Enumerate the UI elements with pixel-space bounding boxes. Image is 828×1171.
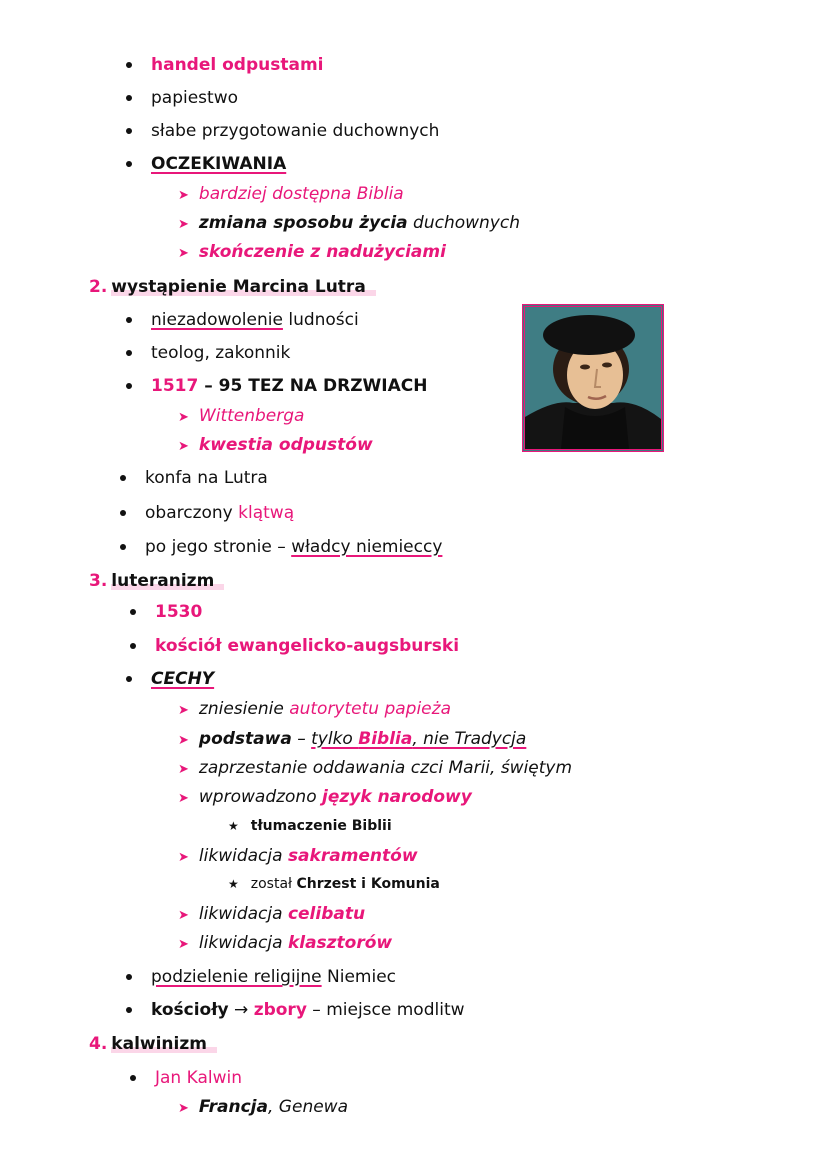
section-heading: 3. luteranizm xyxy=(89,570,224,592)
bullet-icon xyxy=(126,342,132,364)
arrow-icon: ➤ xyxy=(178,791,189,806)
list-item: 1517 – 95 TEZ NA DRZWIACH xyxy=(151,376,428,396)
section-heading: 2. wystąpienie Marcina Lutra xyxy=(89,276,376,298)
arrow-icon: ➤ xyxy=(178,439,189,454)
star-icon: ★ xyxy=(228,819,239,833)
bullet-icon xyxy=(130,601,136,623)
bullet-icon xyxy=(130,635,136,657)
arrow-icon: ➤ xyxy=(178,762,189,777)
arrow-icon: ➤ xyxy=(178,246,189,261)
sub-item: ➤ bardziej dostępna Biblia xyxy=(178,183,404,207)
bullet-icon xyxy=(126,120,132,142)
list-item-expectations: OCZEKIWANIA xyxy=(151,154,287,174)
list-item: obarczony klątwą xyxy=(145,503,295,523)
arrow-icon: ➤ xyxy=(178,937,189,952)
list-item: kościoły → zbory – miejsce modlitw xyxy=(151,1000,465,1020)
bullet-icon xyxy=(126,668,132,690)
list-item: 1530 xyxy=(155,602,203,622)
arrow-icon: ➤ xyxy=(178,217,189,232)
arrow-icon: ➤ xyxy=(178,703,189,718)
list-item: po jego stronie – władcy niemieccy xyxy=(145,537,443,557)
sub-item: ➤ skończenie z nadużyciami xyxy=(178,241,446,265)
list-item: konfa na Lutra xyxy=(145,468,268,488)
sub-item: ➤ likwidacja celibatu xyxy=(178,903,365,927)
list-item: niezadowolenie ludności xyxy=(151,310,359,330)
list-item: teolog, zakonnik xyxy=(151,343,291,363)
bullet-icon xyxy=(120,467,126,489)
list-item: Jan Kalwin xyxy=(155,1068,243,1088)
sub-item: ➤ podstawa – tylko Biblia, nie Tradycja xyxy=(178,728,526,752)
bullet-icon xyxy=(126,87,132,109)
sub-item: ➤ zaprzestanie oddawania czci Marii, świętym xyxy=(178,757,572,781)
sub-item: ➤ likwidacja sakramentów xyxy=(178,845,418,869)
arrow-icon: ➤ xyxy=(178,410,189,425)
arrow-icon: ➤ xyxy=(178,733,189,748)
bullet-icon xyxy=(126,153,132,175)
sub-item: ➤ likwidacja klasztorów xyxy=(178,932,392,956)
star-icon: ★ xyxy=(228,877,239,891)
list-item: podzielenie religijne Niemiec xyxy=(151,967,397,987)
bullet-icon xyxy=(126,999,132,1021)
portrait-image xyxy=(525,307,661,449)
list-item-features: CECHY xyxy=(151,669,215,689)
sub-item: ➤ Francja, Genewa xyxy=(178,1096,348,1120)
list-item: słabe przygotowanie duchownych xyxy=(151,121,440,141)
arrow-icon: ➤ xyxy=(178,908,189,923)
sub-item: ➤ kwestia odpustów xyxy=(178,434,373,458)
bullet-icon xyxy=(126,54,132,76)
bullet-icon xyxy=(126,309,132,331)
section-heading: 4. kalwinizm xyxy=(89,1033,217,1055)
bullet-icon xyxy=(130,1067,136,1089)
sub-item: ➤ zniesienie autorytetu papieża xyxy=(178,698,451,722)
bullet-icon xyxy=(120,502,126,524)
sub-item: ➤ wprowadzono język narodowy xyxy=(178,786,472,810)
sub-sub-item: ★ tłumaczenie Biblii xyxy=(228,815,392,837)
arrow-icon: ➤ xyxy=(178,188,189,203)
arrow-icon: ➤ xyxy=(178,1101,189,1116)
bullet-icon xyxy=(120,536,126,558)
sub-item: ➤ Wittenberga xyxy=(178,405,304,429)
list-item: kościół ewangelicko-augsburski xyxy=(155,636,460,656)
luther-portrait xyxy=(522,304,664,452)
sub-item: ➤ zmiana sposobu życia duchownych xyxy=(178,212,520,236)
bullet-icon xyxy=(126,966,132,988)
sub-sub-item: ★ został Chrzest i Komunia xyxy=(228,873,440,895)
bullet-icon xyxy=(126,375,132,397)
list-item: handel odpustami xyxy=(151,55,324,75)
list-item: papiestwo xyxy=(151,88,239,108)
arrow-icon: ➤ xyxy=(178,850,189,865)
